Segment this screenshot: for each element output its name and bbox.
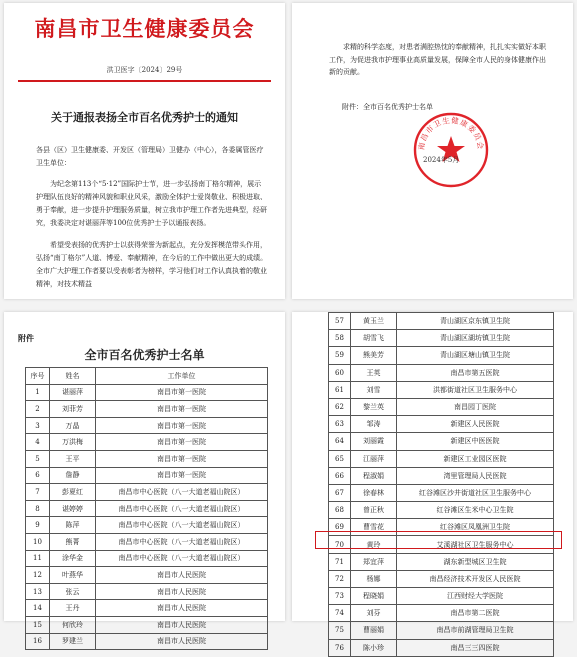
row-index: 59 [329,347,351,364]
table-row [26,484,268,501]
row-index: 63 [329,416,351,433]
nurse-name: 刘雪 [351,381,397,398]
header-cell: 姓名 [50,368,96,385]
work-unit: 新建区人民医院 [397,416,554,433]
work-unit: 红谷滩区生米中心卫生院 [397,502,554,519]
table-row [26,434,268,451]
table-row [329,622,554,639]
row-index: 74 [329,605,351,622]
row-index: 64 [329,433,351,450]
nurse-name: 涂华金 [50,550,96,567]
table-row [329,398,554,415]
work-unit: 红谷滩区凤凰洲卫生院 [397,519,554,536]
nurse-name: 程晓娟 [351,588,397,605]
work-unit: 青山湖区京东镇卫生院 [397,313,554,330]
nurse-name: 熊菁 [50,533,96,550]
work-unit: 江西财经大学医院 [397,588,554,605]
list-title: 全市百名优秀护士名单 [84,348,205,362]
work-unit: 新建区工业园区医院 [397,450,554,467]
nurse-name: 程淑娟 [351,467,397,484]
header-cell: 工作单位 [96,368,268,385]
red-divider [18,80,271,82]
table-row [329,484,554,501]
row-index: 4 [26,434,50,451]
row-index: 2 [26,401,50,418]
table-row [329,450,554,467]
table-header-row [26,368,268,385]
nurse-name: 刘菲芳 [50,401,96,418]
work-unit: 青山湖区湖坊镇卫生院 [397,330,554,347]
row-index: 65 [329,450,351,467]
nurse-name: 刘丽霞 [351,433,397,450]
work-unit: 南昌市中心医院（八一大道老福山院区） [96,550,268,567]
nurse-name: 张云 [50,583,96,600]
work-unit: 洪都街道社区卫生服务中心 [397,381,554,398]
list-page-1 [4,312,285,646]
row-index: 9 [26,517,50,534]
table-row [26,600,268,617]
row-index: 69 [329,519,351,536]
work-unit: 南昌市第一医院 [96,384,268,401]
row-index: 8 [26,500,50,517]
row-index: 10 [26,533,50,550]
nurse-name: 陈小珍 [351,639,397,656]
nurse-name: 黎兰英 [351,398,397,415]
nurse-name: 黄玉兰 [351,313,397,330]
table-row [26,567,268,584]
nurse-name: 郑宜萍 [351,553,397,570]
nurse-name: 江丽萍 [351,450,397,467]
row-index: 66 [329,467,351,484]
work-unit: 南昌市前湖管理局卫生院 [397,622,554,639]
work-unit: 南昌市中心医院（八一大道老福山院区） [96,533,268,550]
row-index: 12 [26,567,50,584]
nurse-name: 罗建兰 [50,633,96,650]
table-row [26,467,268,484]
letterhead: 南昌市卫生健康委员会 [34,16,255,41]
table-row [329,347,554,364]
table-row [329,553,554,570]
nurse-name: 胡雪飞 [351,330,397,347]
table-row [329,605,554,622]
table-row [329,330,554,347]
work-unit: 南昌市第一医院 [96,450,268,467]
row-index: 67 [329,484,351,501]
work-unit: 南昌市第一医院 [96,417,268,434]
work-unit: 艾溪湖社区卫生服务中心 [397,536,554,553]
row-index: 72 [329,570,351,587]
nurse-name: 叶燕华 [50,567,96,584]
notice-title: 关于通报表扬全市百名优秀护士的通知 [51,111,238,124]
document-number: 洪卫医字〔2024〕29号 [106,66,183,74]
nurse-name: 黄玲 [351,536,397,553]
work-unit: 南昌市第二医院 [397,605,554,622]
header-cell: 序号 [26,368,50,385]
addressee: 各县（区）卫生健康委、开发区（管理局）卫健办（中心），各委属管医疗卫生单位： [36,146,264,167]
nurse-name: 徐春林 [351,484,397,501]
work-unit: 南昌市人民医院 [96,583,268,600]
row-index: 14 [26,600,50,617]
row-index: 70 [329,536,351,553]
work-unit: 南昌市人民医院 [96,600,268,617]
row-index: 11 [26,550,50,567]
nurse-name: 谌婷婷 [50,500,96,517]
nurse-name: 刘芬 [351,605,397,622]
row-index: 7 [26,484,50,501]
nurse-name: 万晶 [50,417,96,434]
table-row [329,381,554,398]
table-row [26,616,268,633]
row-index: 73 [329,588,351,605]
row-index: 16 [26,633,50,650]
table-row [329,502,554,519]
row-index: 6 [26,467,50,484]
issue-date: 2024年5月 [423,156,460,164]
work-unit: 南昌市中心医院（八一大道老福山院区） [96,500,268,517]
work-unit: 南昌市人民医院 [96,633,268,650]
work-unit: 青山湖区塘山镇卫生院 [397,347,554,364]
list-page-2 [292,312,573,652]
nurse-name: 熊美芳 [351,347,397,364]
table-row [329,570,554,587]
row-index: 60 [329,364,351,381]
row-index: 71 [329,553,351,570]
work-unit: 南昌园丁医院 [397,398,554,415]
work-unit: 南昌市第一医院 [96,401,268,418]
table-row [26,500,268,517]
work-unit: 南昌三三四医院 [397,639,554,656]
work-unit: 湖东新型城区卫生院 [397,553,554,570]
work-unit: 南昌市第一医院 [96,467,268,484]
table-row [329,364,554,381]
work-unit: 红谷滩区沙井街道社区卫生服务中心 [397,484,554,501]
body-paragraph-1: 为纪念第113个“5·12”国际护士节，进一步弘扬南丁格尔精神，展示护理队伍良好的精神风貌和职业风采，激励全体护士爱岗敬业、积极进取、勇于奉献，进一步提升护理服务质量，树立我市护理工作者先进典型，经研究，我委决定对谌丽萍等100位优秀护士予以通报表扬。 [36,180,267,227]
work-unit: 湾里管理局人民医院 [397,467,554,484]
table-row [26,633,268,650]
nurse-name: 曾正秋 [351,502,397,519]
row-index: 61 [329,381,351,398]
body-paragraph-2: 希望受表扬的优秀护士以获得荣誉为新起点，充分发挥模范带头作用，弘扬“南丁格尔”人道、博爱、奉献精神，在今后的工作中做出更大的成绩。全市广大护理工作者要以受表彰者为榜样，学习他们对工作认真执着的敬业精神，对技术精益 [36,241,268,288]
seal-text: 南昌市卫生健康委员会 [416,115,486,151]
nurse-list-table [25,367,268,650]
nurse-name: 曹丽娟 [351,622,397,639]
row-index: 75 [329,622,351,639]
table-row [26,533,268,550]
nurse-name: 陈萍 [50,517,96,534]
work-unit: 南昌经济技术开发区人民医院 [397,570,554,587]
row-index: 3 [26,417,50,434]
work-unit: 南昌市第五医院 [397,364,554,381]
attachment-line: 附件：全市百名优秀护士名单 [342,103,433,111]
nurse-name: 万洪梅 [50,434,96,451]
nurse-name: 曹雪花 [351,519,397,536]
row-index: 1 [26,384,50,401]
attachment-label: 附件 [18,333,34,343]
row-index: 13 [26,583,50,600]
row-index: 15 [26,616,50,633]
body-paragraph-continued: 求精的科学态度，对患者满腔热忱的奉献精神，扎扎实实做好本职工作，为促进我市护理事业高质量发展，保障全市人民的身体健康作出新的贡献。 [329,43,546,76]
nurse-name: 彭夏红 [50,484,96,501]
table-row [329,639,554,656]
table-row [329,588,554,605]
work-unit: 南昌市中心医院（八一大道老福山院区） [96,484,268,501]
work-unit: 新建区中医医院 [397,433,554,450]
nurse-list-table-continued [328,312,554,657]
nurse-name: 邹涛 [351,416,397,433]
row-index: 5 [26,450,50,467]
work-unit: 南昌市人民医院 [96,567,268,584]
notice-page-2 [292,3,573,299]
notice-page-1 [4,3,285,299]
nurse-name: 王平 [50,450,96,467]
table-row [329,313,554,330]
row-index: 68 [329,502,351,519]
table-row [26,384,268,401]
table-row [26,417,268,434]
nurse-name: 何欣玲 [50,616,96,633]
highlight-box [315,531,562,549]
nurse-name: 杨娜 [351,570,397,587]
table-row [329,467,554,484]
nurse-name: 詹静 [50,467,96,484]
work-unit: 南昌市中心医院（八一大道老福山院区） [96,517,268,534]
work-unit: 南昌市人民医院 [96,616,268,633]
table-row [26,401,268,418]
table-row [26,550,268,567]
table-row [26,450,268,467]
table-row [26,583,268,600]
row-index: 76 [329,639,351,656]
nurse-name: 谌丽萍 [50,384,96,401]
table-row [329,433,554,450]
row-index: 58 [329,330,351,347]
table-row [329,416,554,433]
row-index: 57 [329,313,351,330]
table-row [26,517,268,534]
nurse-name: 王英 [351,364,397,381]
work-unit: 南昌市第一医院 [96,434,268,451]
nurse-name: 王丹 [50,600,96,617]
official-seal [412,111,490,189]
row-index: 62 [329,398,351,415]
